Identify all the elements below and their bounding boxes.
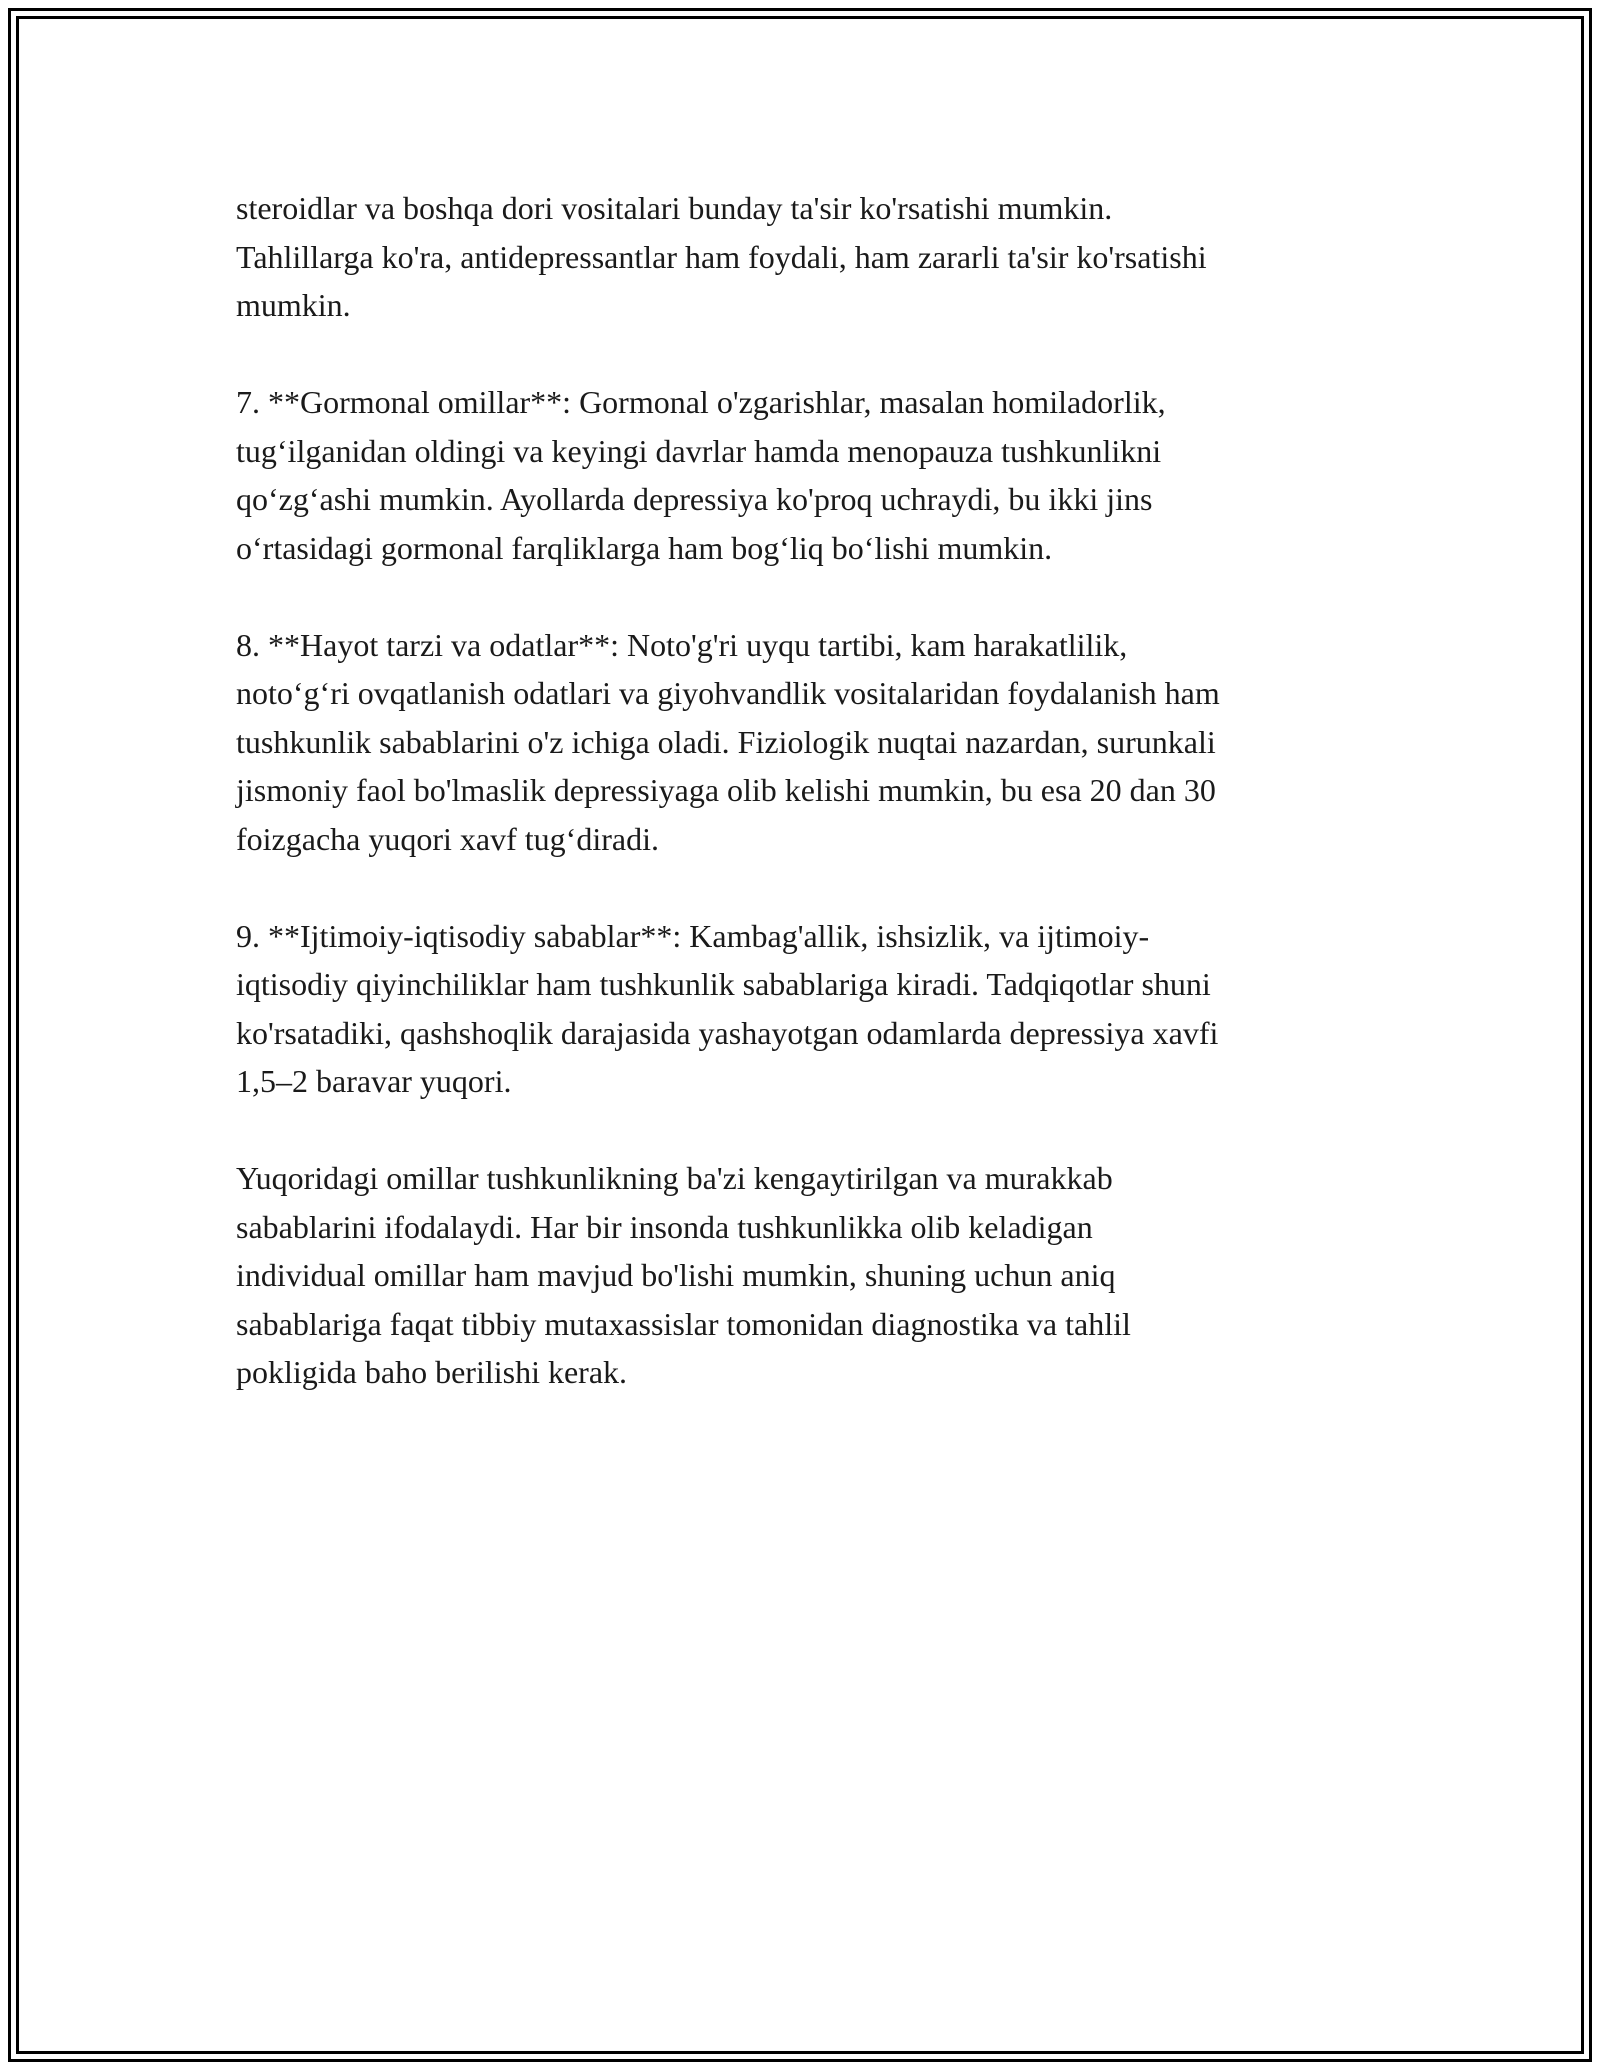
document-body: [236, 184, 1386, 1445]
paragraph-conclusion: Yuqoridagi omillar tushkunlikning ba'zi kengaytirilgan va murakkab sabablarini ifodalaydi. Har bir insonda tushkunlikka olib keladigan individual omillar ham mavjud bo'lishi mumkin, shuning uchun aniq sabablariga faqat tibbiy mutaxassislar tomonidan diagnostika va tahlil pokligida baho berilishi kerak.: [236, 1160, 1131, 1390]
paragraph-lifestyle-habits: 8. **Hayot tarzi va odatlar**: Noto'g'ri uyqu tartibi, kam harakatlilik, noto‘g‘ri ovqatlanish odatlari va giyohvandlik vositalaridan foydalanish ham tushkunlik sabablarini o'z ichiga oladi. Fiziologik nuqtai nazardan, surunkali jismoniy faol bo'lmaslik depressiyaga olib kelishi mumkin, bu esa 20 dan 30 foizgacha yuqori xavf tug‘diradi.: [236, 626, 1220, 857]
paragraph-socioeconomic-causes: 9. **Ijtimoiy-iqtisodiy sabablar**: Kambag'allik, ishsizlik, va ijtimoiy- iqtisodiy qiyinchiliklar ham tushkunlik sabablariga kiradi. Tadqiqotlar shuni ko'rsatadiki, qashshoqlik darajasida yashayotgan odamlarda depressiya xavfi 1,5–2 baravar yuqori.: [236, 917, 1219, 1099]
paragraph-hormonal-factors: 7. **Gormonal omillar**: Gormonal o'zgarishlar, masalan homiladorlik, tug‘ilganidan oldingi va keyingi davrlar hamda menopauza tushkunlikni qo‘zg‘ashi mumkin. Ayollarda depressiya ko'proq uchraydi, bu ikki jins o‘rtasidagi gormonal farqliklarga ham bog‘liq bo‘lishi mumkin.: [236, 384, 1166, 566]
paragraph-steroids-continuation: steroidlar va boshqa dori vositalari bunday ta'sir ko'rsatishi mumkin. Tahlillarga ko'ra, antidepressantlar ham foydali, ham zararli ta'sir ko'rsatishi mumkin.: [236, 190, 1207, 323]
